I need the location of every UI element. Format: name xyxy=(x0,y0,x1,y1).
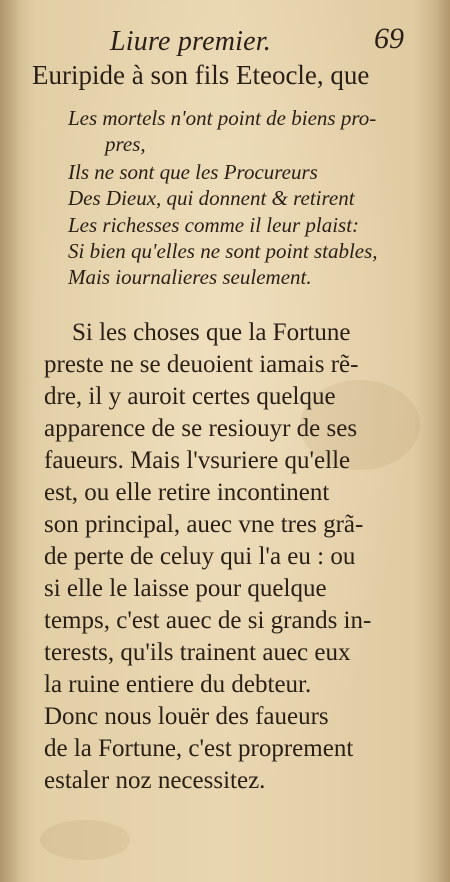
body-line: dre, il y auroit certes quelque xyxy=(44,383,336,410)
paper-stain xyxy=(40,820,130,860)
verse-line: Mais iournalieres seulement. xyxy=(68,265,312,289)
running-title: Liure premier. xyxy=(110,26,271,57)
verse-line: Les mortels n'ont point de biens pro- xyxy=(68,106,377,130)
verse-line: Ils ne sont que les Procureurs xyxy=(68,160,318,184)
verse-line: Des Dieux, qui donnent & retirent xyxy=(68,186,355,210)
verse-line: Si bien qu'elles ne sont point stables, xyxy=(68,239,378,263)
body-line: Donc nous louër des faueurs xyxy=(44,703,329,730)
verse-line: pres, xyxy=(105,132,146,156)
page-number: 69 xyxy=(374,22,404,55)
body-line: la ruine entiere du debteur. xyxy=(44,671,312,698)
body-line: faueurs. Mais l'vsuriere qu'elle xyxy=(44,447,351,474)
body-line: de perte de celuy qui l'a eu : ou xyxy=(44,543,356,570)
intro-line: Euripide à son fils Eteocle, que xyxy=(32,60,370,90)
body-line: son principal, auec vne tres grã- xyxy=(44,511,364,538)
body-line: est, ou elle retire incontinent xyxy=(44,479,330,506)
body-line: preste ne se deuoient iamais rẽ- xyxy=(44,351,359,378)
page-gutter-shadow xyxy=(0,0,20,882)
body-line: estaler noz necessitez. xyxy=(44,767,266,794)
body-line: de la Fortune, c'est proprement xyxy=(44,735,354,762)
page-edge-shadow xyxy=(436,0,450,882)
body-line: apparence de se resiouyr de ses xyxy=(44,415,358,442)
body-line: Si les choses que la Fortune xyxy=(72,319,351,346)
body-line: terests, qu'ils trainent auec eux xyxy=(44,639,351,666)
verse-line: Les richesses comme il leur plaist: xyxy=(68,213,360,237)
body-line: si elle le laisse pour quelque xyxy=(44,575,327,602)
body-line: temps, c'est auec de si grands in- xyxy=(44,607,372,634)
